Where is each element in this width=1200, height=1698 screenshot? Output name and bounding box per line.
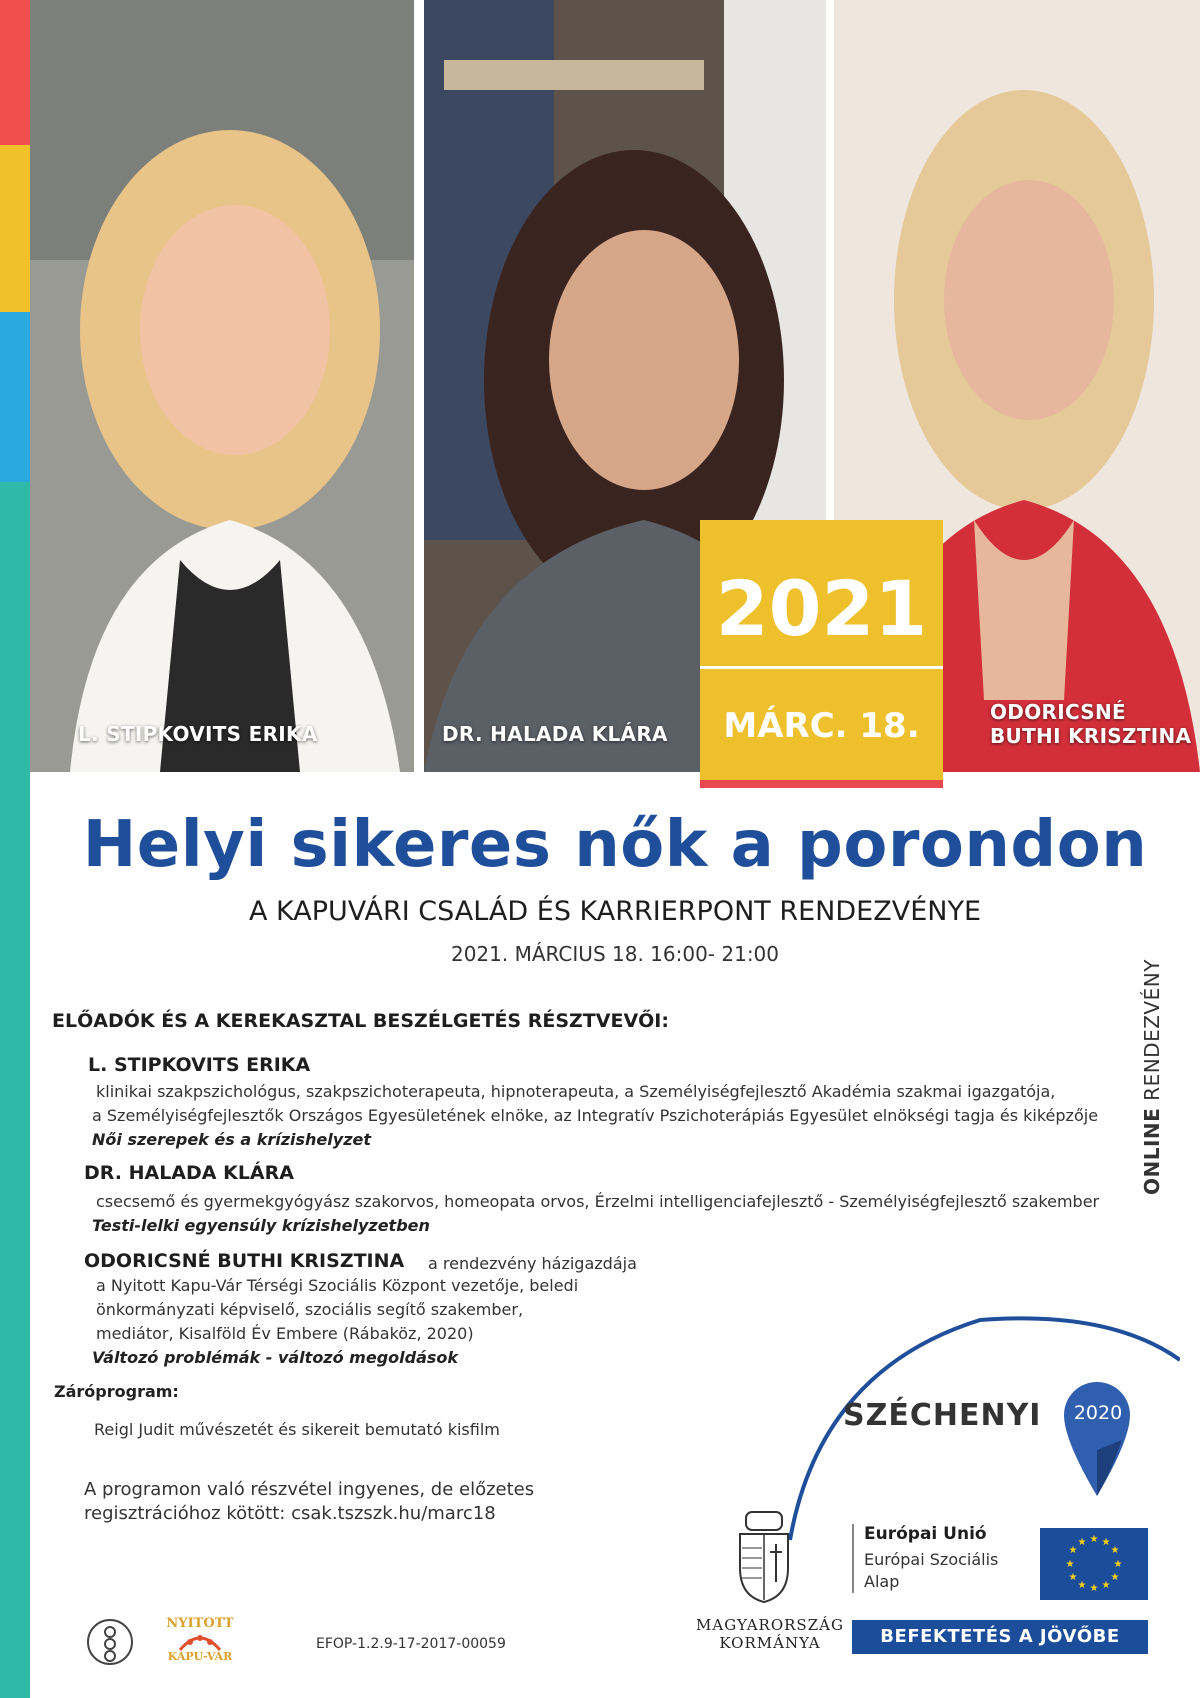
photo-label-odoricsne-line2: BUTHI KRISZTINA <box>990 724 1192 748</box>
event-datetime: 2021. MÁRCIUS 18. 16:00- 21:00 <box>450 942 780 966</box>
eu-line-1: Európai Szociális <box>864 1550 999 1569</box>
date-day: MÁRC. 18. <box>723 706 920 746</box>
color-strip-red <box>0 0 30 145</box>
family-center-logo-icon <box>86 1614 134 1670</box>
svg-text:★: ★ <box>1101 1580 1111 1591</box>
online-event-label <box>1140 959 1164 1195</box>
photo-label-stipkovits: L. STIPKOVITS ERIKA <box>78 722 318 746</box>
speaker-photo-1 <box>30 0 414 772</box>
svg-text:★: ★ <box>1068 1572 1078 1583</box>
date-box <box>700 520 943 780</box>
date-divider <box>700 666 943 669</box>
speaker-2-topic: Testi-lelki egyensúly krízishelyzetben <box>92 1216 430 1235</box>
eu-slogan-bar: BEFEKTETÉS A JÖVŐBE <box>852 1620 1148 1654</box>
svg-text:★: ★ <box>1077 1537 1087 1548</box>
speaker-3-desc-1: a Nyitott Kapu-Vár Térségi Szociális Központ vezetője, beledi <box>96 1276 579 1295</box>
kapuvar-logo-line-1: NYITOTT <box>166 1616 234 1631</box>
speaker-3-desc-3: mediátor, Kisalföld Év Embere (Rábaköz, 2020) <box>96 1324 474 1343</box>
eu-line-2: Alap <box>864 1572 900 1591</box>
eu-flag-icon <box>1040 1528 1148 1600</box>
svg-text:★: ★ <box>1113 1559 1123 1570</box>
government-logo-text <box>680 1616 860 1652</box>
eu-text-block <box>852 1524 998 1593</box>
color-strip-blue <box>0 312 30 482</box>
svg-text:★: ★ <box>1101 1537 1111 1548</box>
speaker-2-name: DR. HALADA KLÁRA <box>84 1162 294 1184</box>
svg-text:★: ★ <box>1089 1534 1099 1545</box>
color-strip-yellow <box>0 145 30 312</box>
svg-text:★: ★ <box>1068 1545 1078 1556</box>
szechenyi-word: SZÉCHENYI <box>843 1398 1042 1433</box>
szechenyi-year: 2020 <box>1073 1402 1123 1424</box>
online-label-bold: ONLINE <box>1140 1107 1164 1195</box>
speaker-3-topic: Változó problémák - változó megoldások <box>92 1348 459 1367</box>
photo-label-odoricsne-line1: ODORICSNÉ <box>990 700 1127 724</box>
svg-text:★: ★ <box>1110 1545 1120 1556</box>
svg-text:★: ★ <box>1089 1583 1099 1594</box>
color-strip-teal <box>0 482 30 1698</box>
subtitle: A KAPUVÁRI CSALÁD ÉS KARRIERPONT RENDEZVÉNYE <box>248 896 982 927</box>
speaker-3-name: ODORICSNÉ BUTHI KRISZTINA <box>84 1250 405 1272</box>
svg-text:★: ★ <box>1077 1580 1087 1591</box>
date-year: 2021 <box>715 564 928 653</box>
coat-of-arms-icon <box>734 1508 794 1604</box>
closing-text: Reigl Judit művészetét és sikereit bemutató kisfilm <box>94 1420 500 1439</box>
speaker-1-desc-1: klinikai szakpszichológus, szakpszichoterapeuta, hipnoterapeuta, a Személyiségfejlesztő Akadémia szakmai igazgatója, <box>96 1082 1056 1101</box>
photo-label-halada: DR. HALADA KLÁRA <box>442 722 668 746</box>
speaker-2-desc-1: csecsemő és gyermekgyógyász szakorvos, homeopata orvos, Érzelmi intelligenciafejlesztő - Személyiségfejlesztő szakember <box>96 1192 1100 1211</box>
speaker-1-name: L. STIPKOVITS ERIKA <box>88 1054 311 1076</box>
closing-heading: Záróprogram: <box>54 1382 179 1401</box>
svg-text:★: ★ <box>1110 1572 1120 1583</box>
online-label-rest: RENDEZVÉNY <box>1140 959 1164 1108</box>
government-line-2: KORMÁNYA <box>719 1634 821 1652</box>
svg-text:★: ★ <box>1065 1559 1075 1570</box>
registration-line-2: regisztrációhoz kötött: csak.tszszk.hu/marc18 <box>84 1503 496 1524</box>
project-code: EFOP-1.2.9-17-2017-00059 <box>316 1636 506 1652</box>
date-accent-line <box>700 780 943 788</box>
government-line-1: MAGYARORSZÁG <box>696 1616 844 1634</box>
page-title: Helyi sikeres nők a porondon <box>82 808 1148 882</box>
speaker-3-role: a rendezvény házigazdája <box>428 1254 637 1273</box>
eu-title: Európai Unió <box>864 1524 987 1544</box>
speaker-3-desc-2: önkormányzati képviselő, szociális segítő szakember, <box>96 1300 524 1319</box>
registration-line-1: A programon való részvétel ingyenes, de előzetes <box>84 1479 535 1500</box>
speaker-1-desc-2: a Személyiségfejlesztők Országos Egyesületének elnöke, az Integratív Pszichoterápiás Egyesület elnökségi tagja és kiképzője <box>92 1106 1099 1125</box>
speaker-1-topic: Női szerepek és a krízishelyzet <box>92 1130 371 1149</box>
szechenyi-pin-icon <box>1062 1380 1132 1500</box>
nyitott-kapuvar-logo <box>150 1616 250 1666</box>
speakers-heading: ELŐADÓK ÉS A KEREKASZTAL BESZÉLGETÉS RÉSZTVEVŐI: <box>52 1010 669 1032</box>
kapuvar-logo-line-2: KAPU-VÁR <box>167 1650 233 1663</box>
